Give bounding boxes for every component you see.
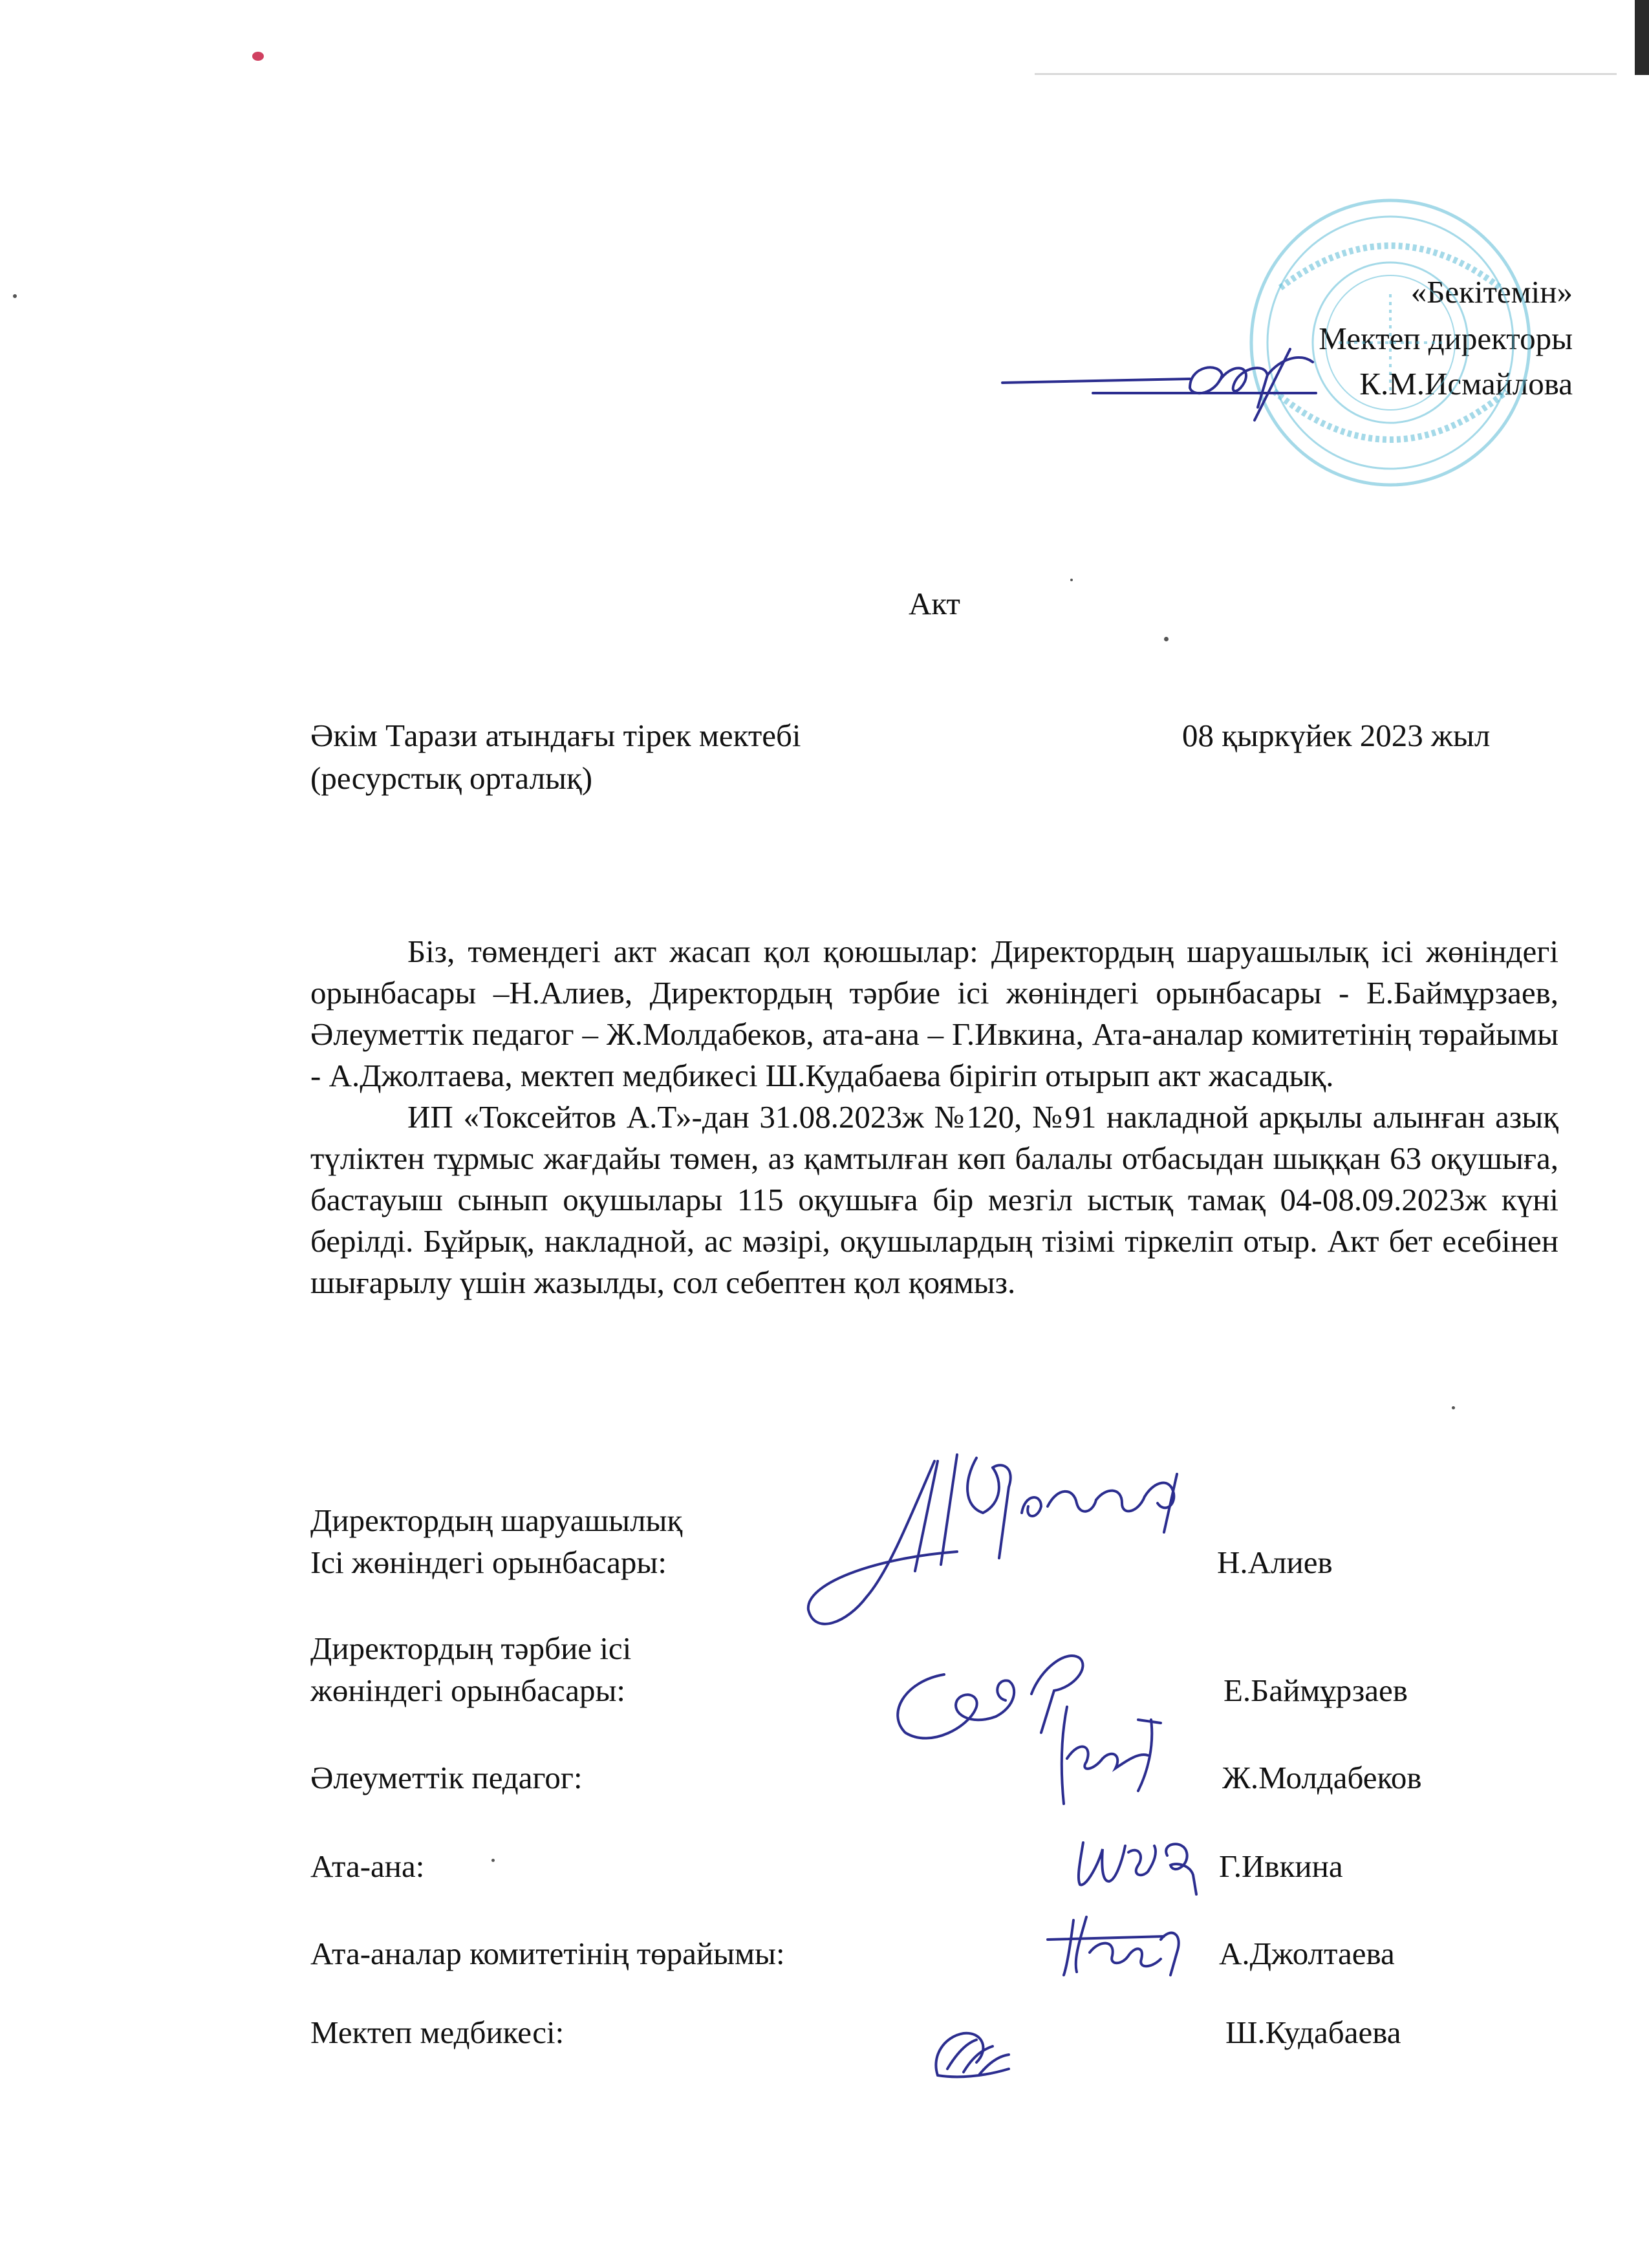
signature-kudabaeva	[918, 2017, 1022, 2088]
approval-name: К.М.Исмайлова	[1359, 366, 1573, 401]
approval-position: Мектеп директоры	[1319, 321, 1573, 356]
signature-aliev	[770, 1442, 1203, 1649]
document-date: 08 қыркүйек 2023 жыл	[1182, 718, 1491, 753]
signatory-6-name: Ш.Кудабаева	[1225, 2015, 1401, 2050]
doc-title: Акт	[909, 586, 960, 621]
signatory-1-name: Н.Алиев	[1217, 1545, 1333, 1580]
director-signature	[996, 336, 1332, 433]
signature-moldabekov	[1041, 1694, 1170, 1817]
signatory-5-name: А.Джолтаева	[1219, 1936, 1395, 1971]
signatory-2-role-line1: Директордың тәрбие ісі	[310, 1631, 632, 1666]
signatory-4-role: Ата-ана:	[310, 1848, 425, 1884]
signatory-3-name: Ж.Молдабеков	[1222, 1760, 1422, 1795]
scan-speck	[252, 52, 264, 61]
act-body	[310, 931, 1558, 1303]
school-name: Әкім Тарази атындағы тірек мектебі	[310, 718, 801, 753]
signature-ivkina	[1064, 1817, 1219, 1901]
signatory-3-role: Әлеуметтік педагог:	[310, 1760, 583, 1795]
scan-speck	[1070, 579, 1073, 581]
scan-speck	[1164, 637, 1169, 641]
approval-title: «Бекітемін»	[1410, 274, 1573, 310]
signatory-1-role-line1: Директордың шаруашылық	[310, 1503, 683, 1538]
scan-edge-bar	[1635, 0, 1649, 75]
signature-zholtaeva	[1035, 1901, 1196, 1985]
body-paragraph-1: Біз, төмендегі акт жасап қол қоюшылар: Директордың шаруашылық ісі жөніндегі орынбасары –Н.Алиев, Директордың тәрбие ісі жөніндегі орынбасары - Е.Баймұрзаев, Әлеуметтік педагог – Ж.Молдабеков, ата-ана – Г.Ивкина, Ата-аналар комитетінің төрайымы - А.Джолтаева, мектеп медбикесі Ш.Кудабаева бірігіп отырып акт жасадық.	[310, 934, 1558, 1093]
scan-edge-line	[1035, 73, 1617, 75]
signatory-6-role: Мектеп медбикесі:	[310, 2015, 565, 2050]
scan-speck	[13, 294, 17, 298]
scan-speck	[491, 1859, 495, 1862]
signatory-2-role-line2: жөніндегі орынбасары:	[310, 1673, 626, 1708]
signatory-5-role: Ата-аналар комитетінің төрайымы:	[310, 1936, 785, 1971]
body-paragraph-2: ИП «Токсейтов А.Т»-дан 31.08.2023ж №120, №91 накладной арқылы алынған азық түліктен тұрмыс жағдайы төмен, аз қамтылған көп балалы отбасыдан шыққан 63 оқушыға, бастауыш сынып оқушылары 115 оқушыға бір мезгіл ыстық тамақ 04-08.09.2023ж күні берілді. Бұйрық, накладной, ас мәзірі, оқушылардың тізімі тіркеліп отыр. Акт бет есебінен шығарылу үшін жазылды, сол себептен қол қоямыз.	[310, 1099, 1558, 1300]
scan-speck	[1452, 1406, 1455, 1409]
signatory-2-name: Е.Баймұрзаев	[1223, 1673, 1408, 1708]
school-subtitle: (ресурстық орталық)	[310, 760, 593, 796]
signatory-4-name: Г.Ивкина	[1219, 1848, 1343, 1884]
signatory-1-role-line2: Ісі жөніндегі орынбасары:	[310, 1545, 667, 1580]
